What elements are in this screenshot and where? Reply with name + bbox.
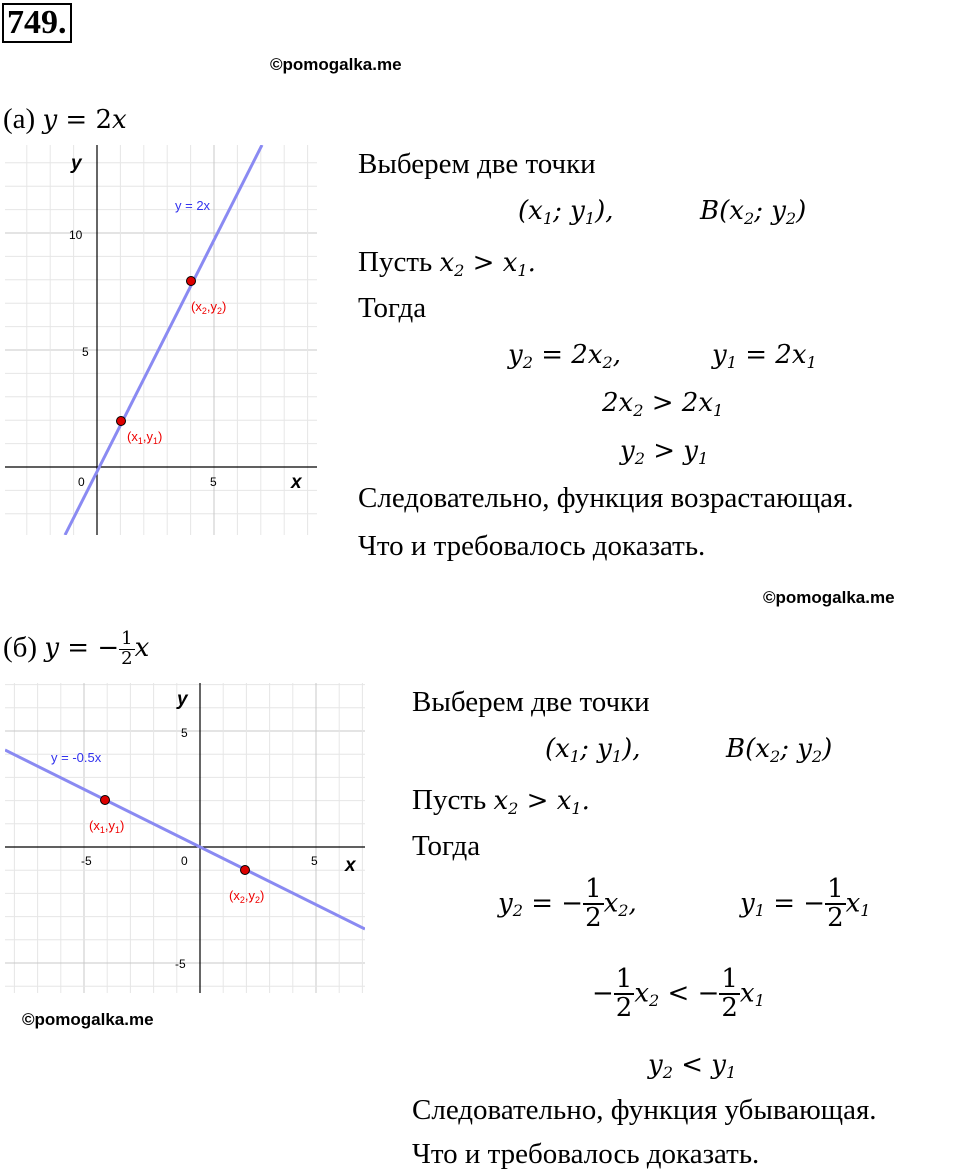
b-result: $y_2 < y_1$ xyxy=(648,1050,737,1082)
graph-a-line-label: y = 2x xyxy=(175,198,211,213)
a-eq-1: $y_2 = 2x_2$, xyxy=(508,340,621,372)
graph-b-point-2-label: $(x_2,y_2)$ xyxy=(229,888,265,905)
graph-a-point-1-label: $(x_1,y_1)$ xyxy=(127,429,163,446)
graph-b-point-1 xyxy=(101,796,110,805)
a-ineq: $2x_2 > 2x_1$ xyxy=(602,388,724,420)
a-choose-text: Выберем две точки xyxy=(358,148,596,180)
watermark: ©pomogalka.me xyxy=(270,55,402,74)
part-b-equation: y = − $\frac{1}{2}$ x xyxy=(44,628,150,669)
graph-a-point-2-label: $(x_2,y_2)$ xyxy=(191,299,227,316)
graph-b-tick-x-neg5: -5 xyxy=(81,854,92,868)
graph-b-tick-y-neg5: -5 xyxy=(175,957,186,971)
b-let-word: Пусть xyxy=(412,784,487,816)
b-ineq: − $\frac{1}{2}$ $x_2$ < − $\frac{1}{2}$ $x_1$ xyxy=(592,964,765,1024)
graph-b-tick-y-5: 5 xyxy=(181,726,188,740)
problem-number: 749. xyxy=(2,3,72,43)
watermark: ©pomogalka.me xyxy=(763,588,895,607)
graph-a-line xyxy=(65,145,262,535)
b-point-a: ($x_1$; $y_1$), xyxy=(545,734,641,766)
graph-b-point-2 xyxy=(241,866,250,875)
graph-a-tick-x-5: 5 xyxy=(210,475,217,489)
graph-b-point-1-label: $(x_1,y_1)$ xyxy=(89,818,125,835)
part-a-heading xyxy=(3,103,127,136)
graph-a-tick-y-10: 10 xyxy=(69,228,83,242)
graph-a xyxy=(5,145,317,535)
graph-b-y-label: y xyxy=(177,689,188,710)
part-b-heading xyxy=(3,630,149,669)
a-point-b: $B(x_2$; $y_2$) xyxy=(700,196,807,228)
b-qed: Что и требовалось доказать. xyxy=(412,1138,760,1170)
a-let-line: Пусть $x_2 > x_1$. xyxy=(358,246,536,280)
a-point-a: ($x_1$; $y_1$), xyxy=(518,196,614,228)
part-a-equation: y = 2x xyxy=(42,105,127,135)
graph-a-y-label: y xyxy=(71,153,82,174)
graph-a-x-label: x xyxy=(291,472,302,493)
b-let-line: Пусть $x_2 > x_1$. xyxy=(412,784,590,818)
b-point-b: $B(x_2$; $y_2$) xyxy=(726,734,833,766)
graph-b-tick-x-5: 5 xyxy=(311,854,318,868)
a-qed: Что и требовалось доказать. xyxy=(358,530,706,562)
graph-a-point-1 xyxy=(117,417,126,426)
graph-b-line xyxy=(5,750,365,929)
a-let-word: Пусть xyxy=(358,246,433,278)
graph-a-tick-x-0: 0 xyxy=(78,475,85,489)
part-b-label: (б) xyxy=(3,631,38,664)
graph-a-tick-y-5: 5 xyxy=(82,345,89,359)
graph-a-grid xyxy=(5,145,317,535)
graph-b-tick-x-0: 0 xyxy=(181,854,188,868)
graph-b-x-label: x xyxy=(345,855,356,876)
a-result: $y_2 > y_1$ xyxy=(620,436,709,468)
b-choose-text: Выберем две точки xyxy=(412,686,650,718)
graph-b xyxy=(5,683,365,993)
b-eq-1: $y_2$ = − $\frac{1}{2}$ $x_2$, xyxy=(498,874,637,934)
part-a-label: (а) xyxy=(3,103,36,135)
a-conclusion: Следовательно, функция возрастающая. xyxy=(358,482,854,514)
graph-b-line-label: y = -0.5x xyxy=(51,750,102,765)
b-conclusion: Следовательно, функция убывающая. xyxy=(412,1094,877,1126)
b-eq-2: $y_1$ = − $\frac{1}{2}$ $x_1$ xyxy=(740,874,871,934)
watermark: ©pomogalka.me xyxy=(22,1010,154,1029)
a-eq-2: $y_1 = 2x_1$ xyxy=(712,340,817,372)
graph-a-point-2 xyxy=(187,277,196,286)
b-then-text: Тогда xyxy=(412,830,481,862)
a-then-text: Тогда xyxy=(358,292,427,324)
